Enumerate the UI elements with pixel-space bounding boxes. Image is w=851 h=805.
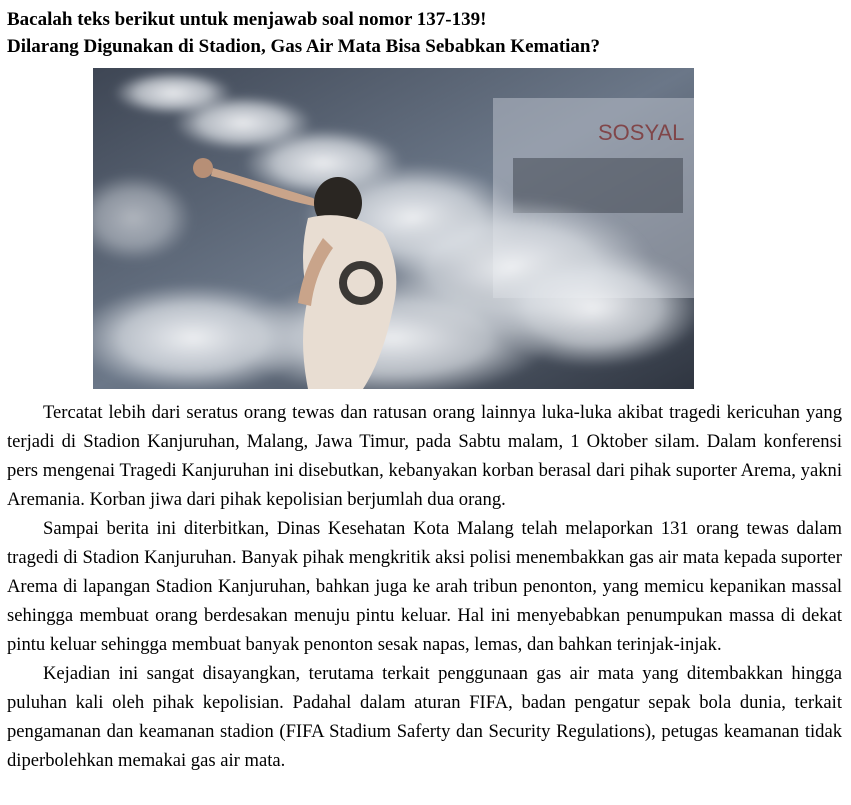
paragraph: Tercatat lebih dari seratus orang tewas dan ratusan orang lainnya luka-luka akibat tragedi kericuhan yang terjadi di Stadion Kanjuruhan, Malang, Jawa Timur, pada Sabtu malam, 1 Oktober silam. Dalam konferensi pers mengenai Tragedi Kanjuruhan ini disebutkan, kebanyakan korban berasal dari pihak suporter Arema, yakni Aremania. Korban jiwa dari pihak kepolisian berjumlah dua orang. — [7, 402, 842, 510]
paragraph: Kejadian ini sangat disayangkan, terutama terkait penggunaan gas air mata yang ditembakkan hingga puluhan kali oleh pihak kepolisian. Padahal dalam aturan FIFA, badan pengatur sepak bola dunia, terkait pengamanan dan keamanan stadion (FIFA Stadium Saferty dan Security Regulations), petugas keamanan tidak diperbolehkan memakai gas air mata. — [7, 663, 842, 771]
article-title: Dilarang Digunakan di Stadion, Gas Air Mata Bisa Sebabkan Kematian? — [7, 36, 600, 57]
paragraph: Sampai berita ini diterbitkan, Dinas Kesehatan Kota Malang telah melaporkan 131 orang tewas dalam tragedi di Stadion Kanjuruhan. Banyak pihak mengkritik aksi polisi menembakkan gas air mata kepada suporter Arema di lapangan Stadion Kanjuruhan, bahkan juga ke arah tribun penonton, yang memicu kepanikan massal sehingga membuat orang berdesakan menuju pintu keluar. Hal ini menyebabkan penumpukan massa di dekat pintu keluar sehingga membuat banyak penonton sesak napas, lemas, dan bahkan terinjak-injak. — [7, 518, 842, 655]
tear-gas-photo — [93, 68, 694, 389]
sign-text: SOSYAL — [598, 120, 685, 145]
instruction-text: Bacalah teks berikut untuk menjawab soal nomor 137-139! — [7, 9, 487, 30]
article-body — [7, 398, 842, 775]
